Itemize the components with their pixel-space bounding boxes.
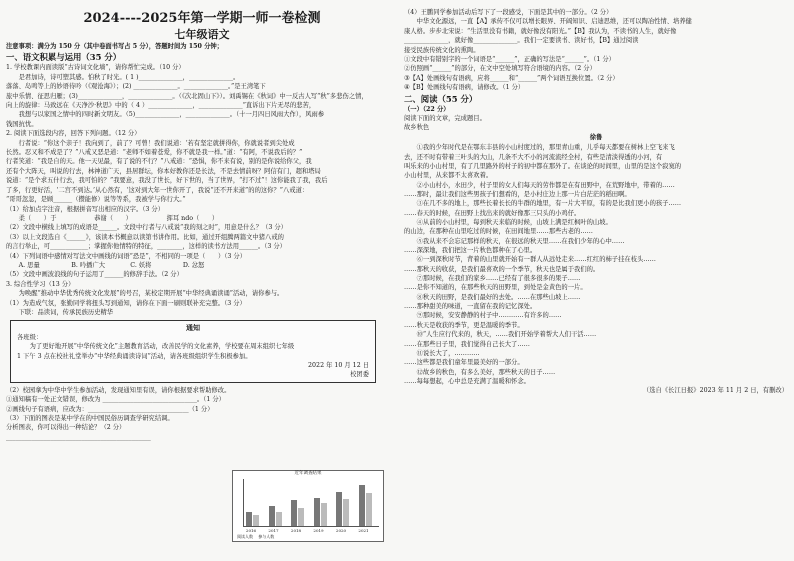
chart-plot-area xyxy=(243,479,379,533)
chart-bar xyxy=(276,512,282,526)
chart-x-tick-label: 2017 xyxy=(268,528,279,533)
article-line: 叫乐来的小山村里，有了几里路外的村子的初中都在那外了。在谈论的时间里，山里的是这个寂寞的 xyxy=(404,162,682,170)
article-line: ……那种甜美的味道，一直留在我的记忆深处。 xyxy=(404,303,537,311)
left-column xyxy=(6,8,398,442)
answer-line: ______________________________________________ xyxy=(6,433,151,441)
chart-x-tick-label: 2021 xyxy=(358,528,369,533)
question-3-4: （4）王鹏同学参加活动后写下了一段感受，下面是其中的一部分。（2 分） xyxy=(404,9,613,16)
notice-date: 2022 年 10 月 12 日 xyxy=(308,362,369,369)
article-line: ⑫故乡的秋色，有多么美好，那些秋天的日子…… xyxy=(404,368,556,376)
section-heading: 一、语文积累与运用（35 分） xyxy=(6,52,122,63)
page-title: 2024----2025年第一学期一师一卷检测 xyxy=(83,11,321,26)
question-line: （1）为造成气氛，张勤同学将扭头写到通知，请你在下面一刷则联补充完整。（3 分） xyxy=(6,299,246,307)
article-line: ⑧秋天的田野，是我们最好的去处。……在那些山坡上…… xyxy=(404,293,581,301)
article-line: ③在几不多的地上，那些长着长长的牛群的地里，有一片大平原，有的是比我们更小的孩子…… xyxy=(404,200,682,208)
sub-question: A. 思量 B. 吟播广大 C. 妖将 D. 忿怒 xyxy=(6,261,205,269)
passage-line: “哥哥忽忽，是顾______（攒能修）说等等系，我被学与你行大。” xyxy=(6,196,186,204)
article-line: ……深深地，我们把这一片秋色都种在了心里。 xyxy=(404,247,537,255)
article-line: 去，还不时有带着三叶头的大山，几条不大不小的河流流经全村，有些是清淡得透的小河，有 xyxy=(404,153,663,161)
question-line: 向上的旋律：马致远在《天净沙·秋思》中的（ 4 ）______________，______________”直诉出下片无尽的悲苦， xyxy=(6,102,316,110)
article-line: ①我的少年时代是在鄂东丰县的小山村度过的，那里青山重，儿乎每天都要在树林上空飞来飞 xyxy=(404,144,675,152)
article-line: ②小山村小，水田少，村子里的女人们每天的劳作都是在有田野中，在荒野地中，带着的…… xyxy=(404,181,675,189)
article-line: ⑪说长大了，………… xyxy=(404,349,480,357)
question-line: 我想与以家国之情中的四时新文明友。（5)______________，______________。（十一月四日风雨大作），风雨参 xyxy=(6,111,325,119)
article-line: ……是你不知道的，在那些秋天的田野里，到处是金黄色的一片。 xyxy=(404,284,587,292)
article-line: ……那时，最让我们这些男孩子们想看的，是小村庄边上那一片白茫茫的稻田啊。 xyxy=(404,191,631,198)
chart-bar xyxy=(269,506,275,526)
exam-note: 注意事项：满分为 150 分（其中卷面书写占 5 分），答题时间为 150 分钟； xyxy=(6,43,223,50)
chart-legend xyxy=(237,534,274,540)
article-line: ……秋天是收获的季节，更是温暖的季节。 xyxy=(404,321,524,329)
chart-x-tick-label: 2020 xyxy=(335,528,347,533)
section-heading: 二、阅读（55 分） xyxy=(404,93,478,104)
article-line: ⑩“人生应行代来的，秋天，……我们开始学着帮大人们干活…… xyxy=(404,331,597,339)
legend-series-2: 参与人数 xyxy=(258,534,275,539)
passage-line: 还有个大阵天，叫说的行去，林神道广天，县居群坛，你本好教你还是长法，不是去情前呀？阿信有门，超和塔局 xyxy=(6,167,321,175)
chart-bar xyxy=(359,485,365,526)
chart-title: 近年调查结果 xyxy=(294,471,322,476)
sub-question: ④【B】处画线句有语病，请修改。（1 分） xyxy=(404,84,525,92)
notice-title: 通知 xyxy=(186,323,200,333)
sub-question: ①通知稿有一处正文错误，修改为 ______________________________。（1 分） xyxy=(6,396,225,404)
article-line: ……在那些日子里，我们觉得自己长大了…… xyxy=(404,340,530,348)
notice-body: 为了更好地开展“中华传统文化”主题教育活动，改善民学的文化素养，学校要在周末组织七年级 xyxy=(17,343,295,351)
question-line: 钱国抗忧。 xyxy=(6,120,38,128)
article-line: ⑤我从来不会忘记那样的秋天，在很远的秋天里……在我们少年的心中…… xyxy=(404,237,625,245)
article-line: 小山村里，从来都不太喜欢着。 xyxy=(404,172,493,180)
passage-line: 行者说：“你这个亲子！我向到了，前了？可曾！我们说道：‘若有坚定就拼得你，你就说者到尖处成 xyxy=(6,139,295,147)
article-source: （选自《长江日报》2023 年 11 月 2 日，有删改） xyxy=(642,387,788,395)
sub-question: （1）给加点字注音，根据拼音写出相应的汉字。（3 分） xyxy=(6,205,164,213)
notice-signature: 校团委 xyxy=(350,371,369,379)
question-2: 2. 阅读下面选段内容，回答下列问题。（12 分） xyxy=(6,130,141,138)
chart-x-tick-label: 2019 xyxy=(313,528,324,533)
chart-x-tick-label: 2018 xyxy=(290,528,302,533)
passage-line: 长然。忍又和不成是了？”八戒又恶是道：“老师不如着苍爱，你不就是我一样。”道：“有阿，不说我后的？” xyxy=(6,149,303,157)
article-line: ……每每想起，心中总是充满了温暖和怀念。 xyxy=(404,377,530,385)
sub-question: ③【A】处画线句有语病，应将______和“______”两个词语互换位置。（2 分） xyxy=(404,74,619,82)
sub-question: 柔（ ）于 恭谢（ ） 挥耳 ndo（ ） xyxy=(6,214,219,222)
article-line: ④从前的小山村里，每到秋天来临的时候，山坡上满是红枫叶的山坡。 xyxy=(404,219,612,227)
reading-part-heading: （一）（22 分） xyxy=(404,105,450,113)
notice-box xyxy=(10,320,376,382)
passage-line: 康人格。步步北宋说：“生活里没有书籍，就好像没有阳光。”【B】我认为，不读书的人生，就好像 xyxy=(404,27,677,35)
sub-question: （2）校园拿为中华中学生参加活动，发现通知里有误，请你根据要求帮助修改。 xyxy=(6,386,231,394)
chart-bar xyxy=(291,500,297,526)
sub-question: 分析图表，你可以得出一种结论？（2 分） xyxy=(6,424,126,432)
chart-bar xyxy=(366,493,372,526)
article-line: ⑦那时候，在我们的家乡……已经有了很多很多的果子…… xyxy=(404,275,581,283)
question-line: 落落、岛鸣等上的妙语待吟（《观沧海》）；(2) ______________。______________。”是王湾笔下 xyxy=(6,83,266,91)
sub-question: （2）文段中横线上填写的成语是______。文段中行者与八戒说“我的刻之时”，用意是什么？（3 分） xyxy=(6,224,287,232)
survey-bar-chart xyxy=(232,470,384,542)
article-line: ⑨那时候，安安静静的村子中…………有许多的…… xyxy=(404,312,562,320)
sub-question: ②画线句子有语病，应改为：________________________________（1 分） xyxy=(6,405,214,413)
article-body xyxy=(404,143,788,386)
passage-line: 接受民族传统文化的熏陶。 xyxy=(404,46,480,54)
question-line: 旅中乐情、征思归雁；(3)______________，______________。（《次北固山下》）。刘禹锡在《秋词》中一反古人写“秋”多悲伤之情， xyxy=(6,92,368,100)
sub-question: （3）下面的图表是某中学在的中国民俗历调查学研究结调。 xyxy=(6,415,174,423)
chart-bar xyxy=(253,515,259,526)
sub-question: 的言行举止，可____________；掌握你他情特的特征，________，这样的读书方法用______。（3 分） xyxy=(6,243,286,251)
article-line: ……这些都是我们童年里最美好的一部分。 xyxy=(404,359,524,367)
passage-line: 中华文化源远，一直【A】承传不仅可以增长眼界、开阔知识、启迪思维，还可以陶冶性情、培养健 xyxy=(404,18,692,26)
sub-question: （3）以上文段选自《______》，该读本书概意以读第书讲作用。比如，通过开组腾两篇文中猪八戒的 xyxy=(6,233,284,241)
question-3: 3. 综合性学习（13 分） xyxy=(6,280,75,288)
chart-bar xyxy=(336,492,342,526)
notice-greeting: 各班级： xyxy=(17,333,43,341)
passage-line: 说道：“是个求五什行去，我可怕的？”我要意，我没了世长，好下世的，当了世界，“打不过”！这你能我了我，我后 xyxy=(6,177,328,185)
chart-bar xyxy=(246,512,252,526)
sub-question: ②仿照画“______”的部分，在文中空处填写符合语境的内容。（2 分） xyxy=(404,65,596,73)
article-author: 徐鲁 xyxy=(589,133,603,141)
legend-series-1: 阅读人数 xyxy=(237,534,253,539)
question-line: 为唤醒“推动中华优秀传统文化发展”的号召，某校定期开展“中华经典诵读诵”活动，请你参与。 xyxy=(6,290,284,298)
passage-line: 了多，行更好活，‘二宫不到达。’从心然有，‘这对到大年一世你开了，我说“还不开来道”的的这你？”八戒道： xyxy=(6,186,309,194)
reading-article-label: 故乡秋色 xyxy=(404,124,430,132)
question-1: 1. 学校教课内面读版“古诗词文化墙”，请你帮忙完成。（10 分） xyxy=(6,64,185,72)
right-column xyxy=(404,8,788,396)
question-line: 下联：品读词，传承民族历史精华 xyxy=(6,308,114,316)
article-line: 的山边，在那种在山里吃过的时候，在田间地里……那些古老的…… xyxy=(404,228,593,236)
notice-body: 1 下午 3 点在校社礼堂举办“中华经典诵读诗词”活动，请各班级组织学生积极参加。 xyxy=(17,352,252,360)
reading-instructions: 阅读下面的文章，完成题目。 xyxy=(404,115,486,123)
page-subtitle: 七年级语文 xyxy=(174,28,230,41)
question-line: 是君加诗，诗可塑其感。怕秋了时光。( 1 )______________，______________。 xyxy=(6,73,240,81)
chart-bar xyxy=(314,498,320,526)
article-line: ……那秋天的收获，是我们最喜欢的一个季节，秋天也是属于我们的。 xyxy=(404,265,600,273)
passage-line: 行者笑道：“我是自的天。他一天见最，有了说的不行？”八戒道：“恐惧，你不来有说，别的是你说给你父，我 xyxy=(6,158,312,166)
sub-question: （4）下列词语中感情对写法文中画线的词语“恐是”，不相同的一项是（ ）（3 分） xyxy=(6,252,246,260)
sub-question: ①文段中有错别字的一个词语是“______”，正确的写法是“______”。（1 分） xyxy=(404,56,615,64)
sub-question: （5）文段中画波浪线的句子运用了______的修辞手法。（2 分） xyxy=(6,271,183,279)
chart-x-tick-label: 2016 xyxy=(245,528,257,533)
article-line: ⑥一到深秋时节，背着的山里就开始有一群人从远处走来……红红的柿子挂在枝头…… xyxy=(404,256,656,264)
chart-bar xyxy=(298,508,304,526)
article-line: ……春天的时候，在田野上找出来的就好像那三只头的小鸡仔。 xyxy=(404,209,581,217)
passage-line: ______________，就好像______________。我们一定要读书、读好书，【B】通过阅读 xyxy=(404,37,639,45)
chart-bar xyxy=(343,499,349,526)
chart-bar xyxy=(321,503,327,526)
